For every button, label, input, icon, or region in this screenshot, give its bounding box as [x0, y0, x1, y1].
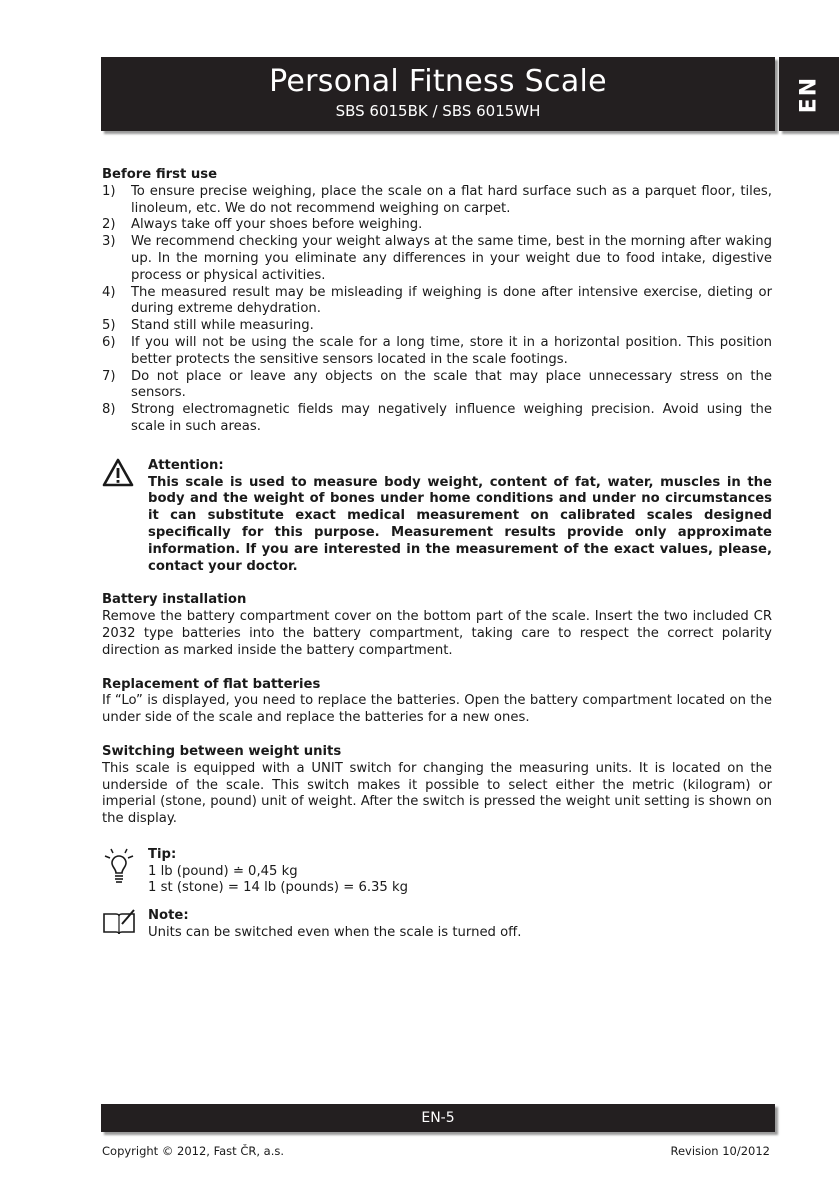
- note-label: Note:: [148, 908, 189, 924]
- attention-text: This scale is used to measure body weight, content of fat, water, muscles in the body and the weight of bones under home conditions and under no circumstances it can substitute exact medical measurement on calibrated scales designed specifically for this purpose. Measurement results provide only approximate information. If you are interested in the measurement of the exact values, please, contact your doctor.: [148, 474, 772, 574]
- tip-line-2: 1 st (stone) = 14 lb (pounds) = 6.35 kg: [148, 880, 409, 896]
- note-callout: [102, 908, 772, 942]
- page-header: [101, 57, 775, 131]
- lightbulb-icon: [102, 847, 148, 897]
- warning-icon: [102, 458, 148, 576]
- list-item: 3) We recommend checking your weight always at the same time, best in the morning after waking up. In the morning you eliminate any differences in your weight due to food intake, digestive process or physical activities.: [102, 234, 772, 283]
- model-subtitle: SBS 6015BK / SBS 6015WH: [335, 102, 541, 120]
- notebook-icon: [102, 908, 148, 942]
- list-item: 2) Always take off your shoes before weighing.: [102, 217, 423, 233]
- page-number: EN-5: [421, 1110, 455, 1126]
- replacement-text: If “Lo” is displayed, you need to replace the batteries. Open the battery compartment located on the under side of the scale and replace the batteries for a new ones.: [102, 693, 772, 726]
- battery-text: Remove the battery compartment cover on the bottom part of the scale. Insert the two included CR 2032 type batteries into the battery compartment, taking care to respect the correct polarity direction as marked inside the battery compartment.: [102, 609, 772, 658]
- units-text: This scale is equipped with a UNIT switch for changing the measuring units. It is located on the underside of the scale. This switch makes it possible to select either the metric (kilogram) or imperial (stone, pound) unit of weight. After the switch is pressed the weight unit setting is shown on the display.: [102, 760, 772, 827]
- before-first-use-list: [102, 184, 772, 436]
- list-item: 4) The measured result may be misleading if weighing is done after intensive exercise, dieting or during extreme dehydration.: [102, 284, 772, 317]
- attention-label: Attention:: [148, 457, 224, 473]
- copyright: Copyright © 2012, Fast ČR, a.s.: [102, 1144, 285, 1158]
- section-heading-before-first-use: Before first use: [102, 167, 218, 182]
- main-content: [102, 167, 772, 942]
- list-item: 6) If you will not be using the scale for a long time, store it in a horizontal position. This position better protects the sensitive sensors located in the scale footings.: [102, 334, 772, 367]
- list-item: 8) Strong electromagnetic fields may negatively influence weighing precision. Avoid using the scale in such areas.: [102, 402, 772, 434]
- section-heading-replacement: Replacement of flat batteries: [102, 676, 321, 692]
- section-heading-battery: Battery installation: [102, 592, 247, 608]
- attention-callout: [102, 458, 772, 576]
- list-item: 5) Stand still while measuring.: [102, 318, 314, 334]
- page-number-bar: [101, 1104, 775, 1132]
- section-heading-units: Switching between weight units: [102, 743, 342, 759]
- tip-label: Tip:: [148, 846, 177, 862]
- note-text: Units can be switched even when the scale is turned off.: [148, 925, 522, 941]
- page-title: Personal Fitness Scale: [269, 64, 607, 99]
- language-label: EN: [796, 75, 822, 114]
- tip-line-1: 1 lb (pound) ≐ 0,45 kg: [148, 863, 298, 879]
- tip-callout: [102, 847, 772, 897]
- revision: Revision 10/2012: [670, 1144, 770, 1158]
- language-tab: [779, 57, 839, 131]
- list-item: 1) To ensure precise weighing, place the scale on a flat hard surface such as a parquet floor, tiles, linoleum, etc. We do not recommend weighing on carpet.: [102, 183, 772, 216]
- list-item: 7) Do not place or leave any objects on the scale that may place unnecessary stress on the sensors.: [102, 368, 772, 401]
